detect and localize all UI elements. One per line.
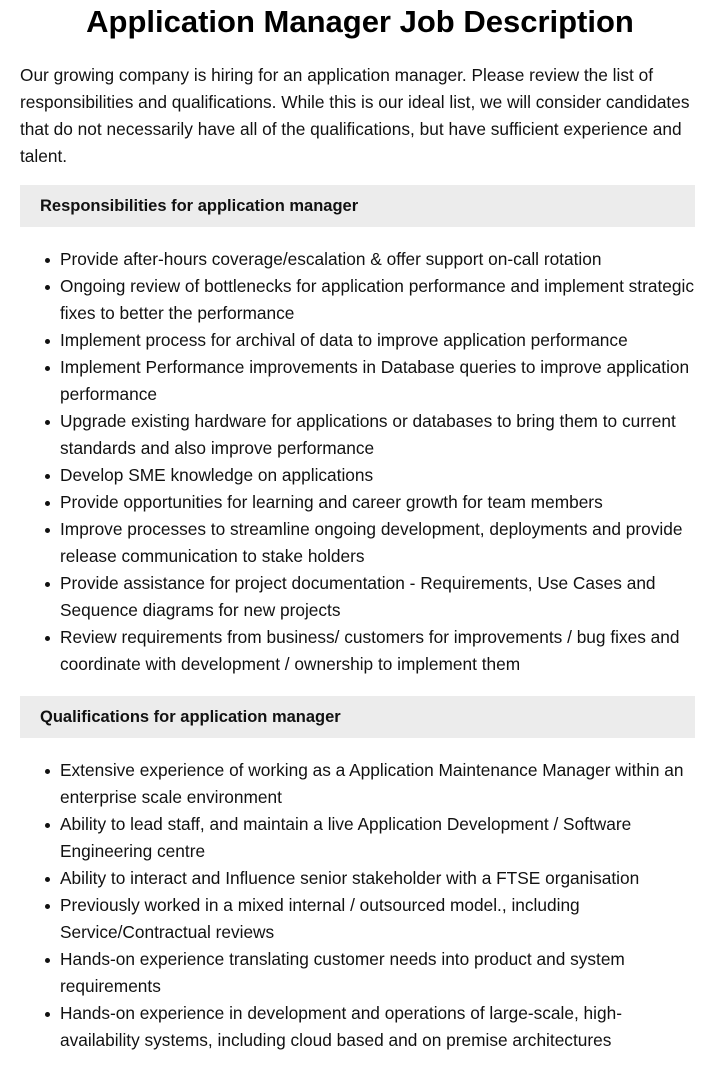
qualifications-section — [20, 696, 695, 1054]
list-item: Implement Performance improvements in Database queries to improve application performance — [60, 354, 695, 408]
section-heading: Qualifications for application manager — [20, 696, 695, 738]
list-item: Hands-on experience translating customer needs into product and system requirements — [60, 946, 695, 1000]
list-item: Hands-on experience in development and operations of large-scale, high-availability systems, including cloud based and on premise architectures — [60, 1000, 695, 1054]
list-item: Review requirements from business/ customers for improvements / bug fixes and coordinate with development / ownership to implement them — [60, 624, 695, 678]
list-item: Ability to lead staff, and maintain a live Application Development / Software Engineering centre — [60, 811, 695, 865]
list-item: Upgrade existing hardware for applications or databases to bring them to current standards and also improve performance — [60, 408, 695, 462]
list-item: Previously worked in a mixed internal / outsourced model., including Service/Contractual reviews — [60, 892, 695, 946]
list-item: Provide after-hours coverage/escalation & offer support on-call rotation — [60, 246, 695, 273]
responsibilities-list — [20, 246, 695, 678]
list-item: Implement process for archival of data to improve application performance — [60, 327, 695, 354]
list-item: Develop SME knowledge on applications — [60, 462, 695, 489]
list-item: Improve processes to streamline ongoing development, deployments and provide release communication to stake holders — [60, 516, 695, 570]
list-item: Extensive experience of working as a Application Maintenance Manager within an enterprise scale environment — [60, 757, 695, 811]
responsibilities-section — [20, 185, 695, 678]
page-title: Application Manager Job Description — [86, 4, 634, 39]
list-item: Ability to interact and Influence senior stakeholder with a FTSE organisation — [60, 865, 695, 892]
intro-paragraph: Our growing company is hiring for an application manager. Please review the list of responsibilities and qualifications. While this is our ideal list, we will consider candidates that do not necessarily have all of the qualifications, but have sufficient experience and talent. — [20, 65, 690, 166]
list-item: Provide assistance for project documentation - Requirements, Use Cases and Sequence diagrams for new projects — [60, 570, 695, 624]
section-heading: Responsibilities for application manager — [20, 185, 695, 227]
list-item: Ongoing review of bottlenecks for application performance and implement strategic fixes to better the performance — [60, 273, 695, 327]
list-item: Provide opportunities for learning and career growth for team members — [60, 489, 695, 516]
qualifications-list — [20, 757, 695, 1054]
